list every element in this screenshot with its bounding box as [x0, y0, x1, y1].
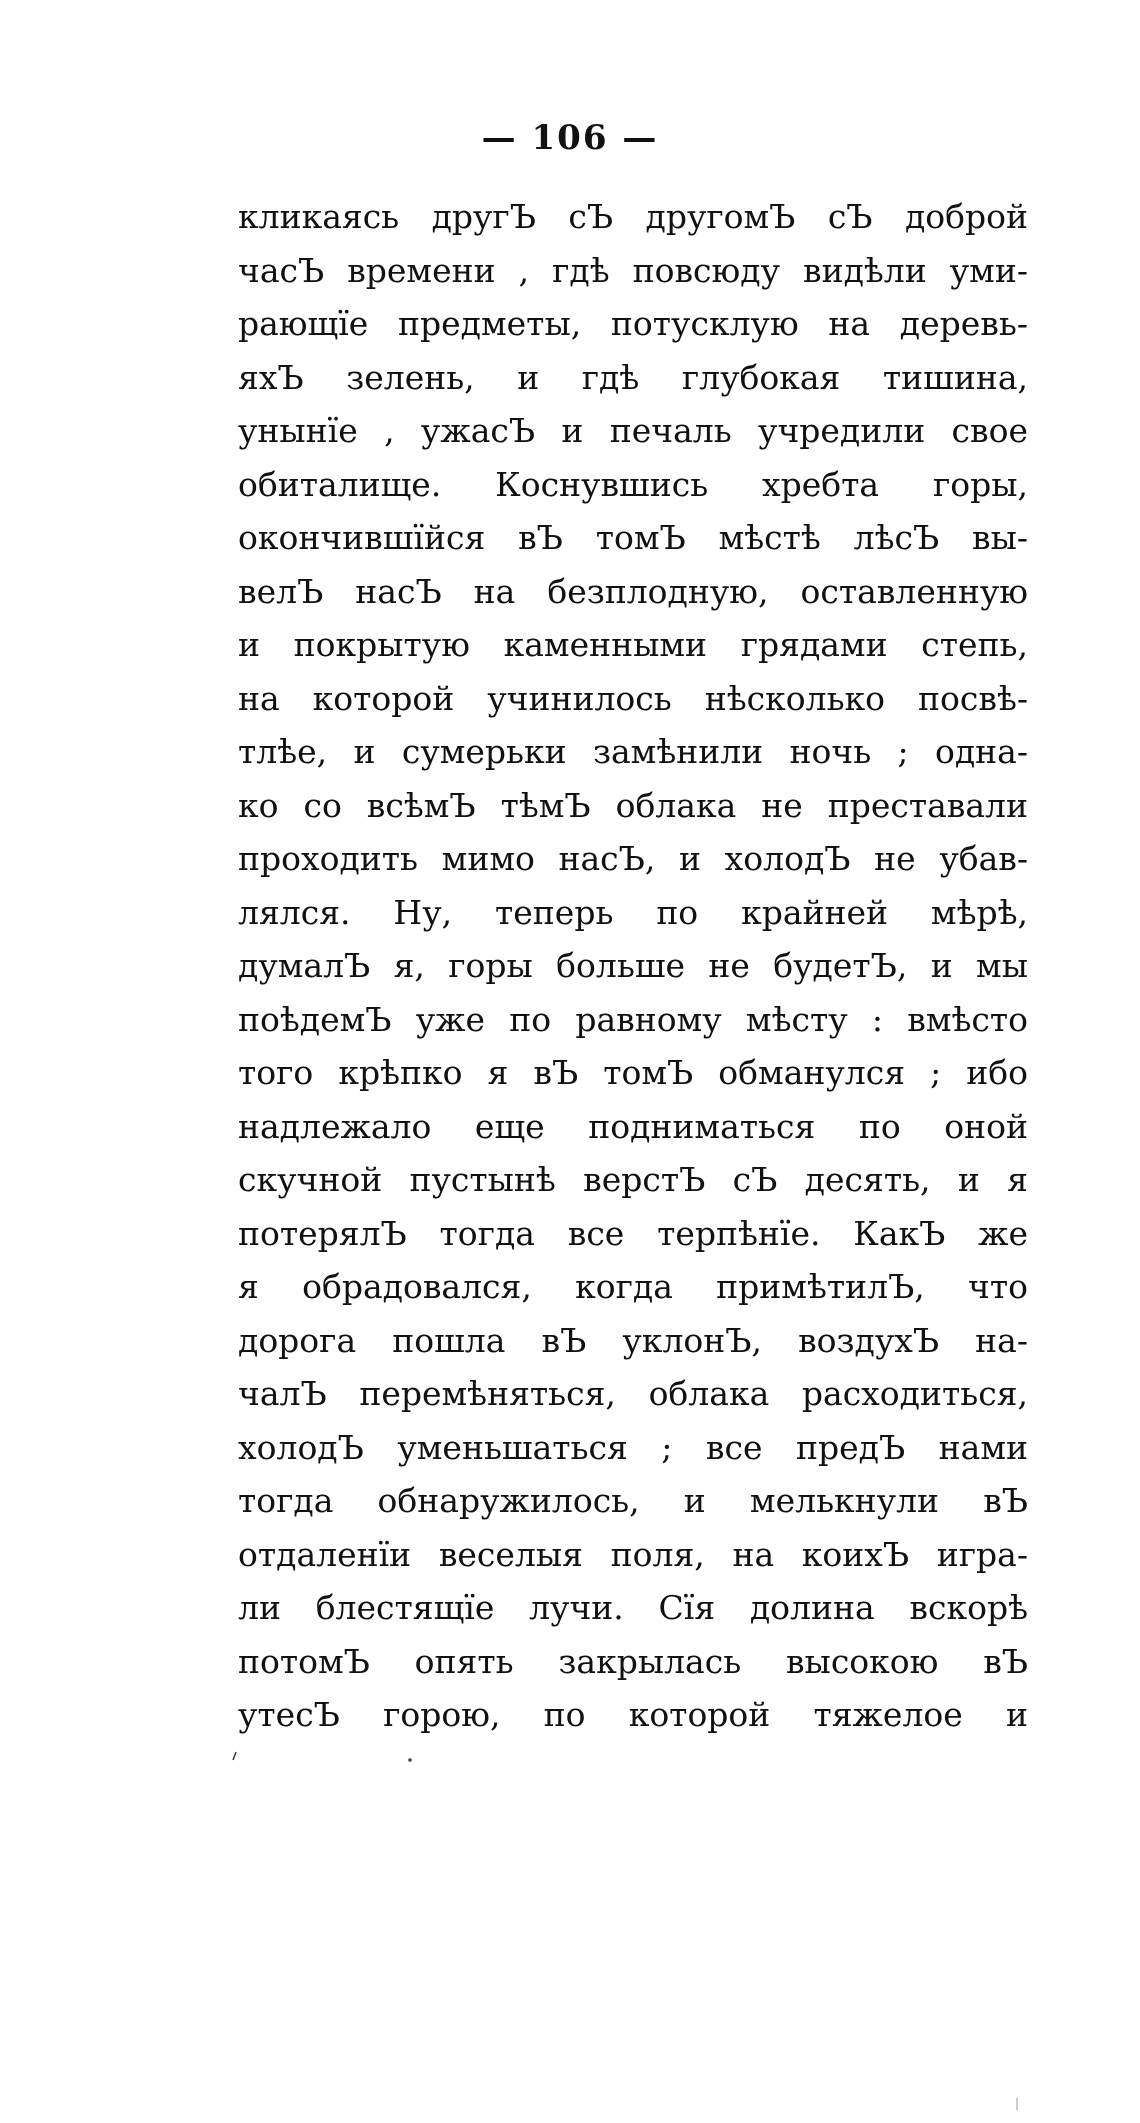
page-number: — 106 —: [481, 118, 659, 158]
text-line: того крѣпко я вЪ томЪ обманулся ; ибо: [238, 1053, 1028, 1092]
text-line: рающїе предметы, потусклую на деревь-: [238, 304, 1028, 343]
text-line: потерялЪ тогда все терпѣнїе. КакЪ же: [238, 1213, 1028, 1253]
text-line: на которой учинилось нѣсколько посвѣ-: [238, 678, 1028, 718]
text-line: думалЪ я, горы больше не будетЪ, и мы: [238, 946, 1028, 985]
text-line: обиталище. Коснувшись хребта горы,: [238, 464, 1028, 504]
text-line: ли блестящїе лучи. Сїя долина вскорѣ: [238, 1588, 1028, 1627]
text-line: скучной пустынѣ верстЪ сЪ десять, и я: [238, 1160, 1028, 1199]
text-line: надлежало еще подниматься по оной: [238, 1106, 1028, 1146]
text-line: я обрадовался, когда примѣтилЪ, что: [238, 1267, 1028, 1306]
text-line: тогда обнаружилось, и мелькнули вЪ: [238, 1481, 1028, 1520]
text-line: отдаленїи веселыя поля, на коихЪ игра-: [238, 1534, 1028, 1574]
text-line: потомЪ опять закрылась высокою вЪ: [238, 1641, 1028, 1681]
text-line: проходить мимо насЪ, и холодЪ не убав-: [238, 839, 1028, 878]
text-line: тлѣе, и сумерьки замѣнили ночь ; одна-: [238, 732, 1028, 771]
text-line: чалЪ перемѣняться, облака расходиться,: [238, 1374, 1028, 1413]
text-line: велЪ насЪ на безплодную, оставленную: [238, 571, 1028, 611]
text-line: ко со всѣмЪ тѣмЪ облака не преставали: [238, 785, 1028, 825]
text-line: окончившїйся вЪ томЪ мѣстѣ лѣсЪ вы-: [238, 518, 1028, 557]
text-line: и покрытую каменными грядами степь,: [238, 625, 1028, 664]
text-line: яхЪ зелень, и гдѣ глубокая тишина,: [238, 357, 1028, 397]
text-line: поѣдемЪ уже по равному мѣсту : вмѣсто: [238, 999, 1028, 1039]
text-line: часЪ времени , гдѣ повсюду видѣли уми-: [238, 250, 1028, 290]
text-line: утесЪ горою, по которой тяжелое и: [238, 1695, 1028, 1734]
text-line: лялся. Ну, теперь по крайней мѣрѣ,: [238, 892, 1028, 932]
text-line: холодЪ уменьшаться ; все предЪ нами: [238, 1427, 1028, 1467]
body-text: [238, 190, 1028, 1742]
text-line: дорога пошла вЪ уклонЪ, воздухЪ на-: [238, 1320, 1028, 1360]
text-line: унынїе , ужасЪ и печаль учредили свое: [238, 411, 1028, 450]
text-line: кликаясь другЪ сЪ другомЪ сЪ доброй: [238, 197, 1028, 236]
